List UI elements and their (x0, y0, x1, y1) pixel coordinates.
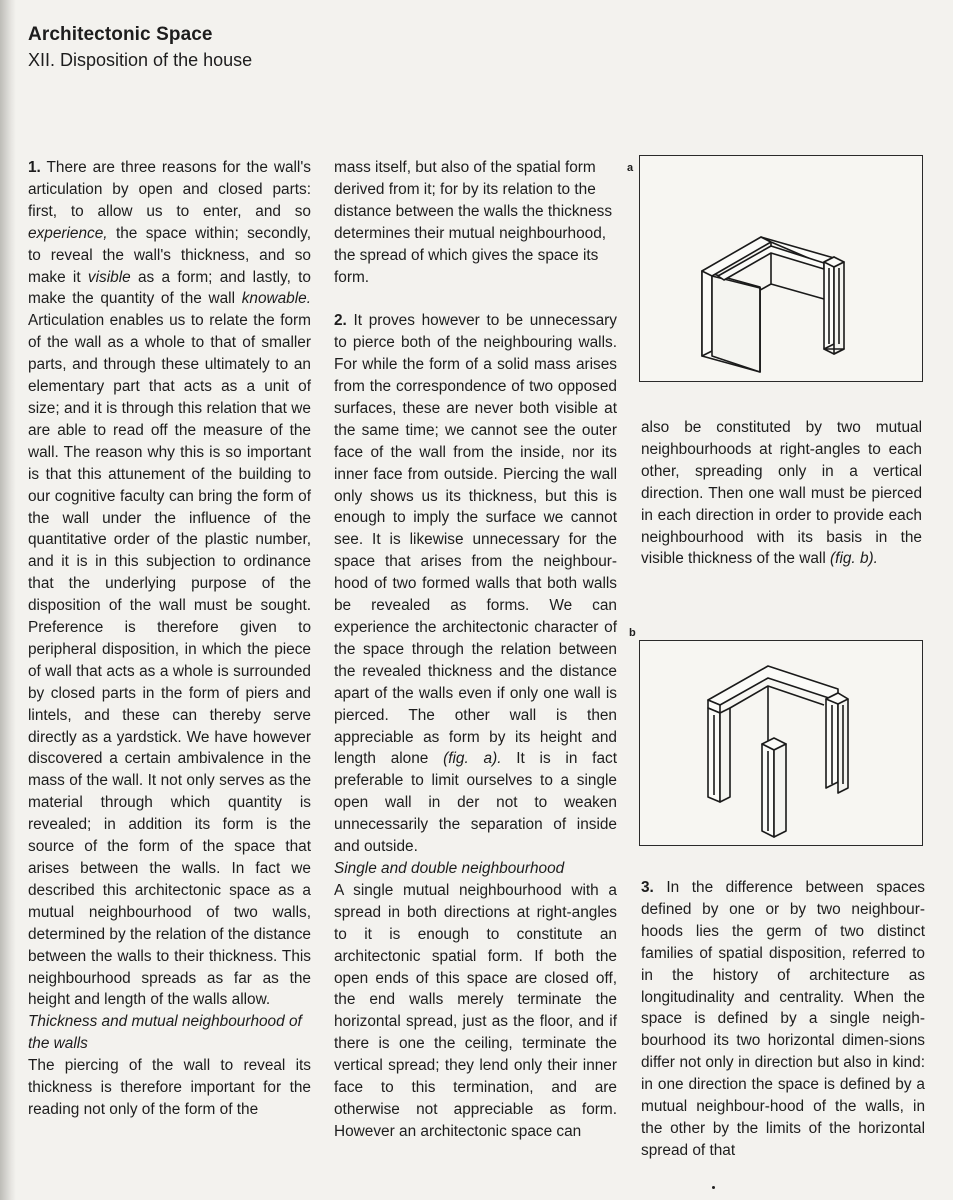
figure-b-label: b (629, 627, 636, 639)
subheading-thickness: Thickness and mutual neighbourhood of the walls (28, 1013, 302, 1053)
print-speck (712, 1186, 715, 1189)
text-column-1 (28, 157, 311, 1121)
page-title: Architectonic Space (28, 24, 213, 45)
text-run: It is in fact preferable to limit ourselves to a single open wall in der not to weaken unnecessarily the separation of inside and outside. (334, 750, 617, 856)
paragraph-thickness: The piercing of the wall to reveal its thickness is therefore important for the reading not only of the form of the (28, 1057, 311, 1118)
figure-b-drawing (640, 641, 922, 845)
paragraph-single-double: A single mutual neighbourhood with a spread in both directions at right-angles to it is enough to constitute an architectonic spatial form. If both the open ends of this space are closed off, the end walls merely terminate the horizontal spread, just as the floor, and if there is one the ceiling, terminate the vertical spread; they lend only their inner face to this termination, and are otherwise not appreciable as form. However an architectonic space can (334, 881, 617, 1140)
italic-run: (fig. a). (443, 750, 502, 768)
italic-run: (fig. b). (830, 550, 878, 568)
text-run: In the difference between spaces defined by one or by two neighbour-hoods lies the germ of two distinct families of spatial disposition, referred to in the history of architecture as longitudinality and centrality. When the space is defined by a single neigh-bourhood its two horizontal dimen-sions differ not only in direction but also in kind: in one direction the space is defined by a mutual neighbour-hood of the walls, in the other by the limits of the horizontal spread of that (641, 879, 925, 1159)
text-run: also be constituted by two mutual neighbourhoods at right-angles to each other, spreading only in a vertical direction. Then one wall must be pierced in each direction in order to provide each neighbourhood with its basis in the visible thickness of the wall (641, 419, 922, 568)
page-spine-shadow (0, 0, 16, 1200)
paragraph-2 (334, 310, 617, 858)
paragraph-fig-b-text (641, 417, 922, 570)
text-column-2 (334, 157, 617, 1143)
text-column-3-bottom (641, 877, 925, 1162)
text-run: as a form; and lastly, to make the quantity of the wall (28, 268, 311, 308)
paragraph-number: 1. (28, 159, 41, 176)
text-run: It proves however to be unnecessary to pierce both of the neighbouring walls. For while the form of a solid mass arises from the correspondence of two opposed surfaces, these are never both visible at the same time; we cannot see the outer face of the wall from the inside, nor its inner face from outside. Piercing the wall only shows us its thickness, but this is enough to imply the surface we cannot see. It is likewise unnecessary for the space that arises from the neighbour-hood of two formed walls that both walls be revealed as forms. We can experience the architectonic character of the space through the relation between the revealed thickness and the distance apart of the walls even if only one wall is pierced. The other wall is then appreciable as form by its height and length alone (334, 312, 617, 768)
italic-run: visible (87, 268, 131, 286)
paragraph-continuation: mass itself, but also of the spatial form derived from it; for by its relation to the distance between the walls the thickness determines their mutual neighbourhood, the spread of which gives the space its form. (334, 159, 613, 286)
figure-a-label: a (627, 162, 634, 174)
subheading-neighbourhood: Single and double neighbourhood (334, 859, 565, 877)
paragraph-3 (641, 877, 925, 1162)
paragraph-1 (28, 157, 311, 1011)
figure-a-drawing (640, 156, 922, 381)
text-run: There are three reasons for the wall's articulation by open and closed parts: first, to allow us to enter, and so (28, 159, 311, 220)
text-run: the space within; secondly, to reveal the wall's thickness, and so make it (28, 224, 311, 286)
text-run: Articulation enables us to relate the form of the wall as a whole to that of smaller parts, and through these ultimately to an elementary part that acts as a unit of size; and it is through this relation that we are able to read off the measure of the wall. The reason why this is so important is that this attunement of the building to our cognitive faculty can bring the form of the wall under the influence of the quantitative order of the plastic number, and it is in this subjection to ordinance that the underlying purpose of the disposition of the wall must be sought. Preference is therefore given to peripheral disposition, in which the piece of wall that acts as a whole is surrounded by closed parts in the form of piers and lintels, and these can thereby serve directly as a yardstick. We have however discovered a certain ambivalence in the mass of the wall. It not only serves as the material through which quantity is revealed; in addition its form is the source of the form of the space that arises between the walls. In fact we described this architectonic space as a mutual neighbourhood of two walls, determined by the relation of the distance between the walls to their thickness. This neighbourhood spreads as far as the height and length of the walls allow. (28, 312, 311, 1009)
figure-a (639, 155, 923, 382)
text-column-3-top (641, 417, 922, 570)
italic-run: experience, (28, 224, 108, 242)
paragraph-number: 2. (334, 312, 347, 330)
section-subtitle: XII. Disposition of the house (28, 50, 253, 70)
italic-run: knowable. (241, 290, 311, 308)
figure-b (639, 640, 923, 846)
paragraph-number: 3. (641, 879, 654, 896)
